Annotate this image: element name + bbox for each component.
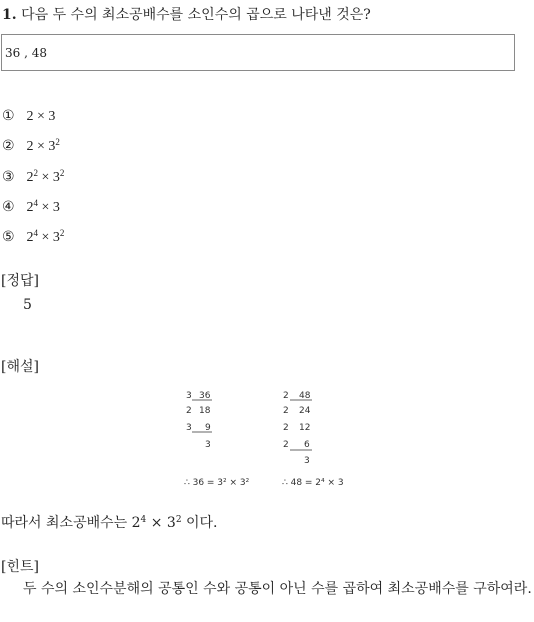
answer-value: 5 xyxy=(23,297,32,313)
choice-4[interactable] xyxy=(2,199,60,216)
choice-3[interactable] xyxy=(2,169,64,186)
question-number: 1. xyxy=(2,7,17,23)
div36-dividend-3: 9 xyxy=(205,423,211,433)
div36-divisor-2: 2 xyxy=(186,406,192,416)
choice-expression: $2 \times 3^2$ xyxy=(26,137,60,154)
choice-marker: ④ xyxy=(2,199,15,215)
div48-dividend-4: 6 xyxy=(304,440,310,450)
solution-conclusion: 따라서 최소공배수는 $2^4 \times 3^2$ 이다. xyxy=(1,515,218,531)
choice-marker: ⑤ xyxy=(2,229,15,245)
choice-expression: 2 × 3 xyxy=(26,109,56,124)
div36-remainder: 3 xyxy=(205,440,211,450)
choice-marker: ③ xyxy=(2,169,15,185)
choice-1[interactable] xyxy=(2,108,55,125)
choice-expression: $2^2 \times 3^2$ xyxy=(26,168,65,185)
div48-dividend-3: 12 xyxy=(299,423,311,433)
answer-label: [정답] xyxy=(1,273,39,289)
div48-divisor-3: 2 xyxy=(283,423,289,433)
choice-marker: ① xyxy=(2,108,15,124)
div48-divisor-1: 2 xyxy=(283,391,289,401)
div48-remainder: 3 xyxy=(304,456,310,466)
prime-factorization-diagram xyxy=(170,388,370,498)
given-box xyxy=(1,34,515,71)
choice-expression: $2^4 \times 3^2$ xyxy=(26,228,65,245)
hint-label: [힌트] xyxy=(1,559,39,575)
div48-dividend-2: 24 xyxy=(299,406,311,416)
div48-divisor-4: 2 xyxy=(283,440,289,450)
choice-marker: ② xyxy=(2,138,15,154)
question-text: 다음 두 수의 최소공배수를 소인수의 곱으로 나타낸 것은? xyxy=(21,7,371,23)
choice-expression: $2^4 \times 3$ xyxy=(26,198,60,215)
div36-result: ∴ 36 = 3² × 3² xyxy=(184,478,250,488)
div36-dividend-1: 36 xyxy=(199,391,211,401)
div36-divisor-1: 3 xyxy=(186,391,192,401)
solution-label: [해설] xyxy=(1,359,39,375)
choice-5[interactable] xyxy=(2,229,64,246)
hint-text: 두 수의 소인수분해의 공통인 수와 공통이 아닌 수를 곱하여 최소공배수를 구하여라. xyxy=(23,581,532,597)
div48-divisor-2: 2 xyxy=(283,406,289,416)
choice-2[interactable] xyxy=(2,138,60,155)
div36-dividend-2: 18 xyxy=(199,406,211,416)
question-title xyxy=(2,4,371,24)
given-numbers: 36 , 48 xyxy=(5,46,47,60)
div48-result: ∴ 48 = 2⁴ × 3 xyxy=(282,478,344,488)
div48-dividend-1: 48 xyxy=(299,391,311,401)
div36-divisor-3: 3 xyxy=(186,423,192,433)
